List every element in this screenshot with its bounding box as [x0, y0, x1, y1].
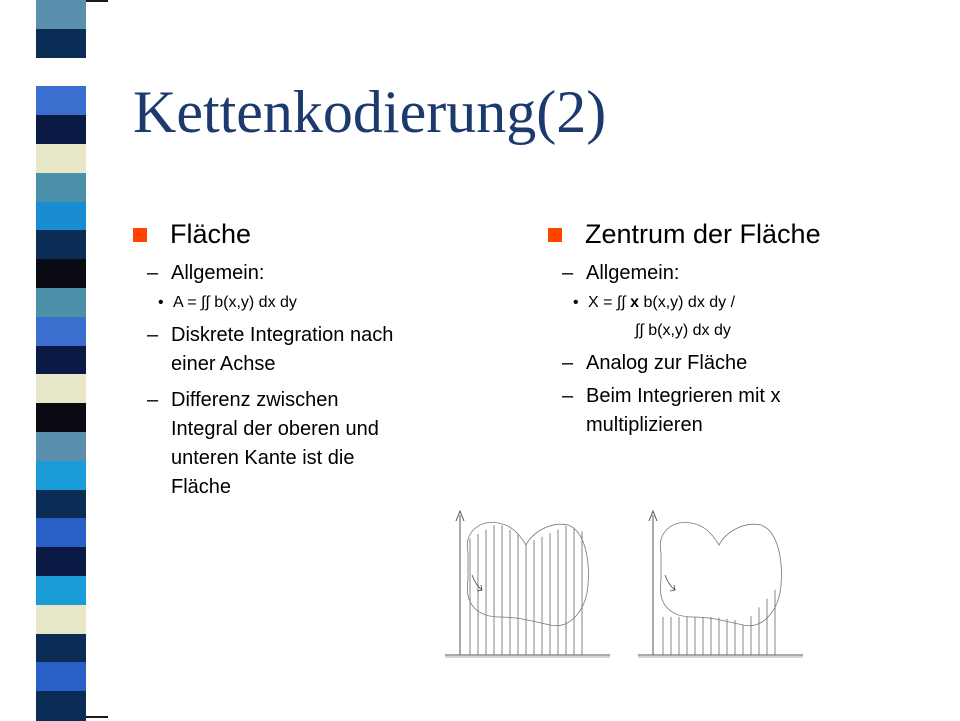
stripe-segment — [36, 518, 86, 548]
dash-bullet: – — [147, 324, 159, 346]
stripe-segment — [36, 432, 86, 462]
formula-text-line2: ∫∫ b(x,y) dx dy — [635, 322, 731, 339]
sub-item-text: Beim Integrieren mit x — [586, 385, 781, 407]
left-column — [133, 215, 393, 502]
sub-item-text: Differenz zwischen — [171, 389, 339, 411]
dash-bullet: – — [562, 262, 574, 284]
bullet-heading: Zentrum der Fläche — [585, 219, 821, 249]
stripe-segment — [36, 576, 86, 606]
formula-text: b(x,y) dx dy / — [639, 294, 736, 311]
sub-item-text: einer Achse — [171, 353, 276, 375]
stripe-segment — [36, 691, 86, 721]
stripe-segment — [36, 662, 86, 692]
bullet-zentrum — [548, 215, 821, 253]
bullet-heading: Fläche — [170, 219, 252, 249]
stripe-segment — [36, 259, 86, 289]
dot-bullet: • — [573, 294, 579, 311]
stripe-segment — [36, 58, 86, 88]
sub-item-allgemein — [548, 259, 821, 288]
stripe-segment — [36, 490, 86, 520]
decorative-stripe — [36, 0, 86, 720]
slide-title: Kettenkodierung(2) — [133, 79, 607, 145]
dash-bullet: – — [562, 352, 574, 374]
stripe-segment — [36, 202, 86, 232]
stripe-segment — [36, 0, 86, 30]
sub-item-allgemein — [133, 259, 393, 288]
decorative-bar — [86, 0, 108, 2]
stripe-segment — [36, 29, 86, 59]
square-bullet-icon — [133, 228, 147, 242]
stripe-segment — [36, 634, 86, 664]
stripe-segment — [36, 86, 86, 116]
stripe-segment — [36, 374, 86, 404]
stripe-segment — [36, 288, 86, 318]
sub-item-text: Fläche — [171, 476, 232, 498]
stripe-segment — [36, 461, 86, 491]
dot-bullet: • — [158, 294, 164, 311]
sub-item-text: Allgemein: — [171, 262, 265, 284]
stripe-segment — [36, 605, 86, 635]
sub-item-text: multiplizieren — [586, 414, 703, 436]
sub-item-differenz — [133, 386, 393, 502]
formula-item — [548, 289, 821, 345]
square-bullet-icon — [548, 228, 562, 242]
stripe-segment — [36, 230, 86, 260]
decorative-bar — [86, 716, 108, 718]
stripe-segment — [36, 403, 86, 433]
sub-item-text: Diskrete Integration nach — [171, 324, 394, 346]
sub-item-analog — [548, 349, 821, 378]
sub-item-diskrete — [133, 321, 393, 379]
sub-item-text: unteren Kante ist die — [171, 447, 355, 469]
formula-item — [133, 289, 393, 317]
bullet-flaeche — [133, 215, 393, 253]
area-integration-diagram — [440, 505, 620, 720]
formula-text: X = ∫∫ — [588, 294, 631, 311]
dash-bullet: – — [147, 262, 159, 284]
stripe-segment — [36, 144, 86, 174]
formula-x-bold: x — [630, 294, 640, 311]
right-column — [548, 215, 821, 440]
dash-bullet: – — [562, 385, 574, 407]
stripe-segment — [36, 317, 86, 347]
sub-item-text: Integral der oberen und — [171, 418, 379, 440]
sub-item-text: Analog zur Fläche — [586, 352, 748, 374]
stripe-segment — [36, 547, 86, 577]
sub-item-integrieren — [548, 382, 821, 440]
sub-item-text: Allgemein: — [586, 262, 680, 284]
center-of-area-diagram — [635, 505, 815, 720]
formula-text: A = ∫∫ b(x,y) dx dy — [173, 294, 297, 311]
stripe-segment — [36, 115, 86, 145]
dash-bullet: – — [147, 389, 159, 411]
stripe-segment — [36, 173, 86, 203]
stripe-segment — [36, 346, 86, 376]
